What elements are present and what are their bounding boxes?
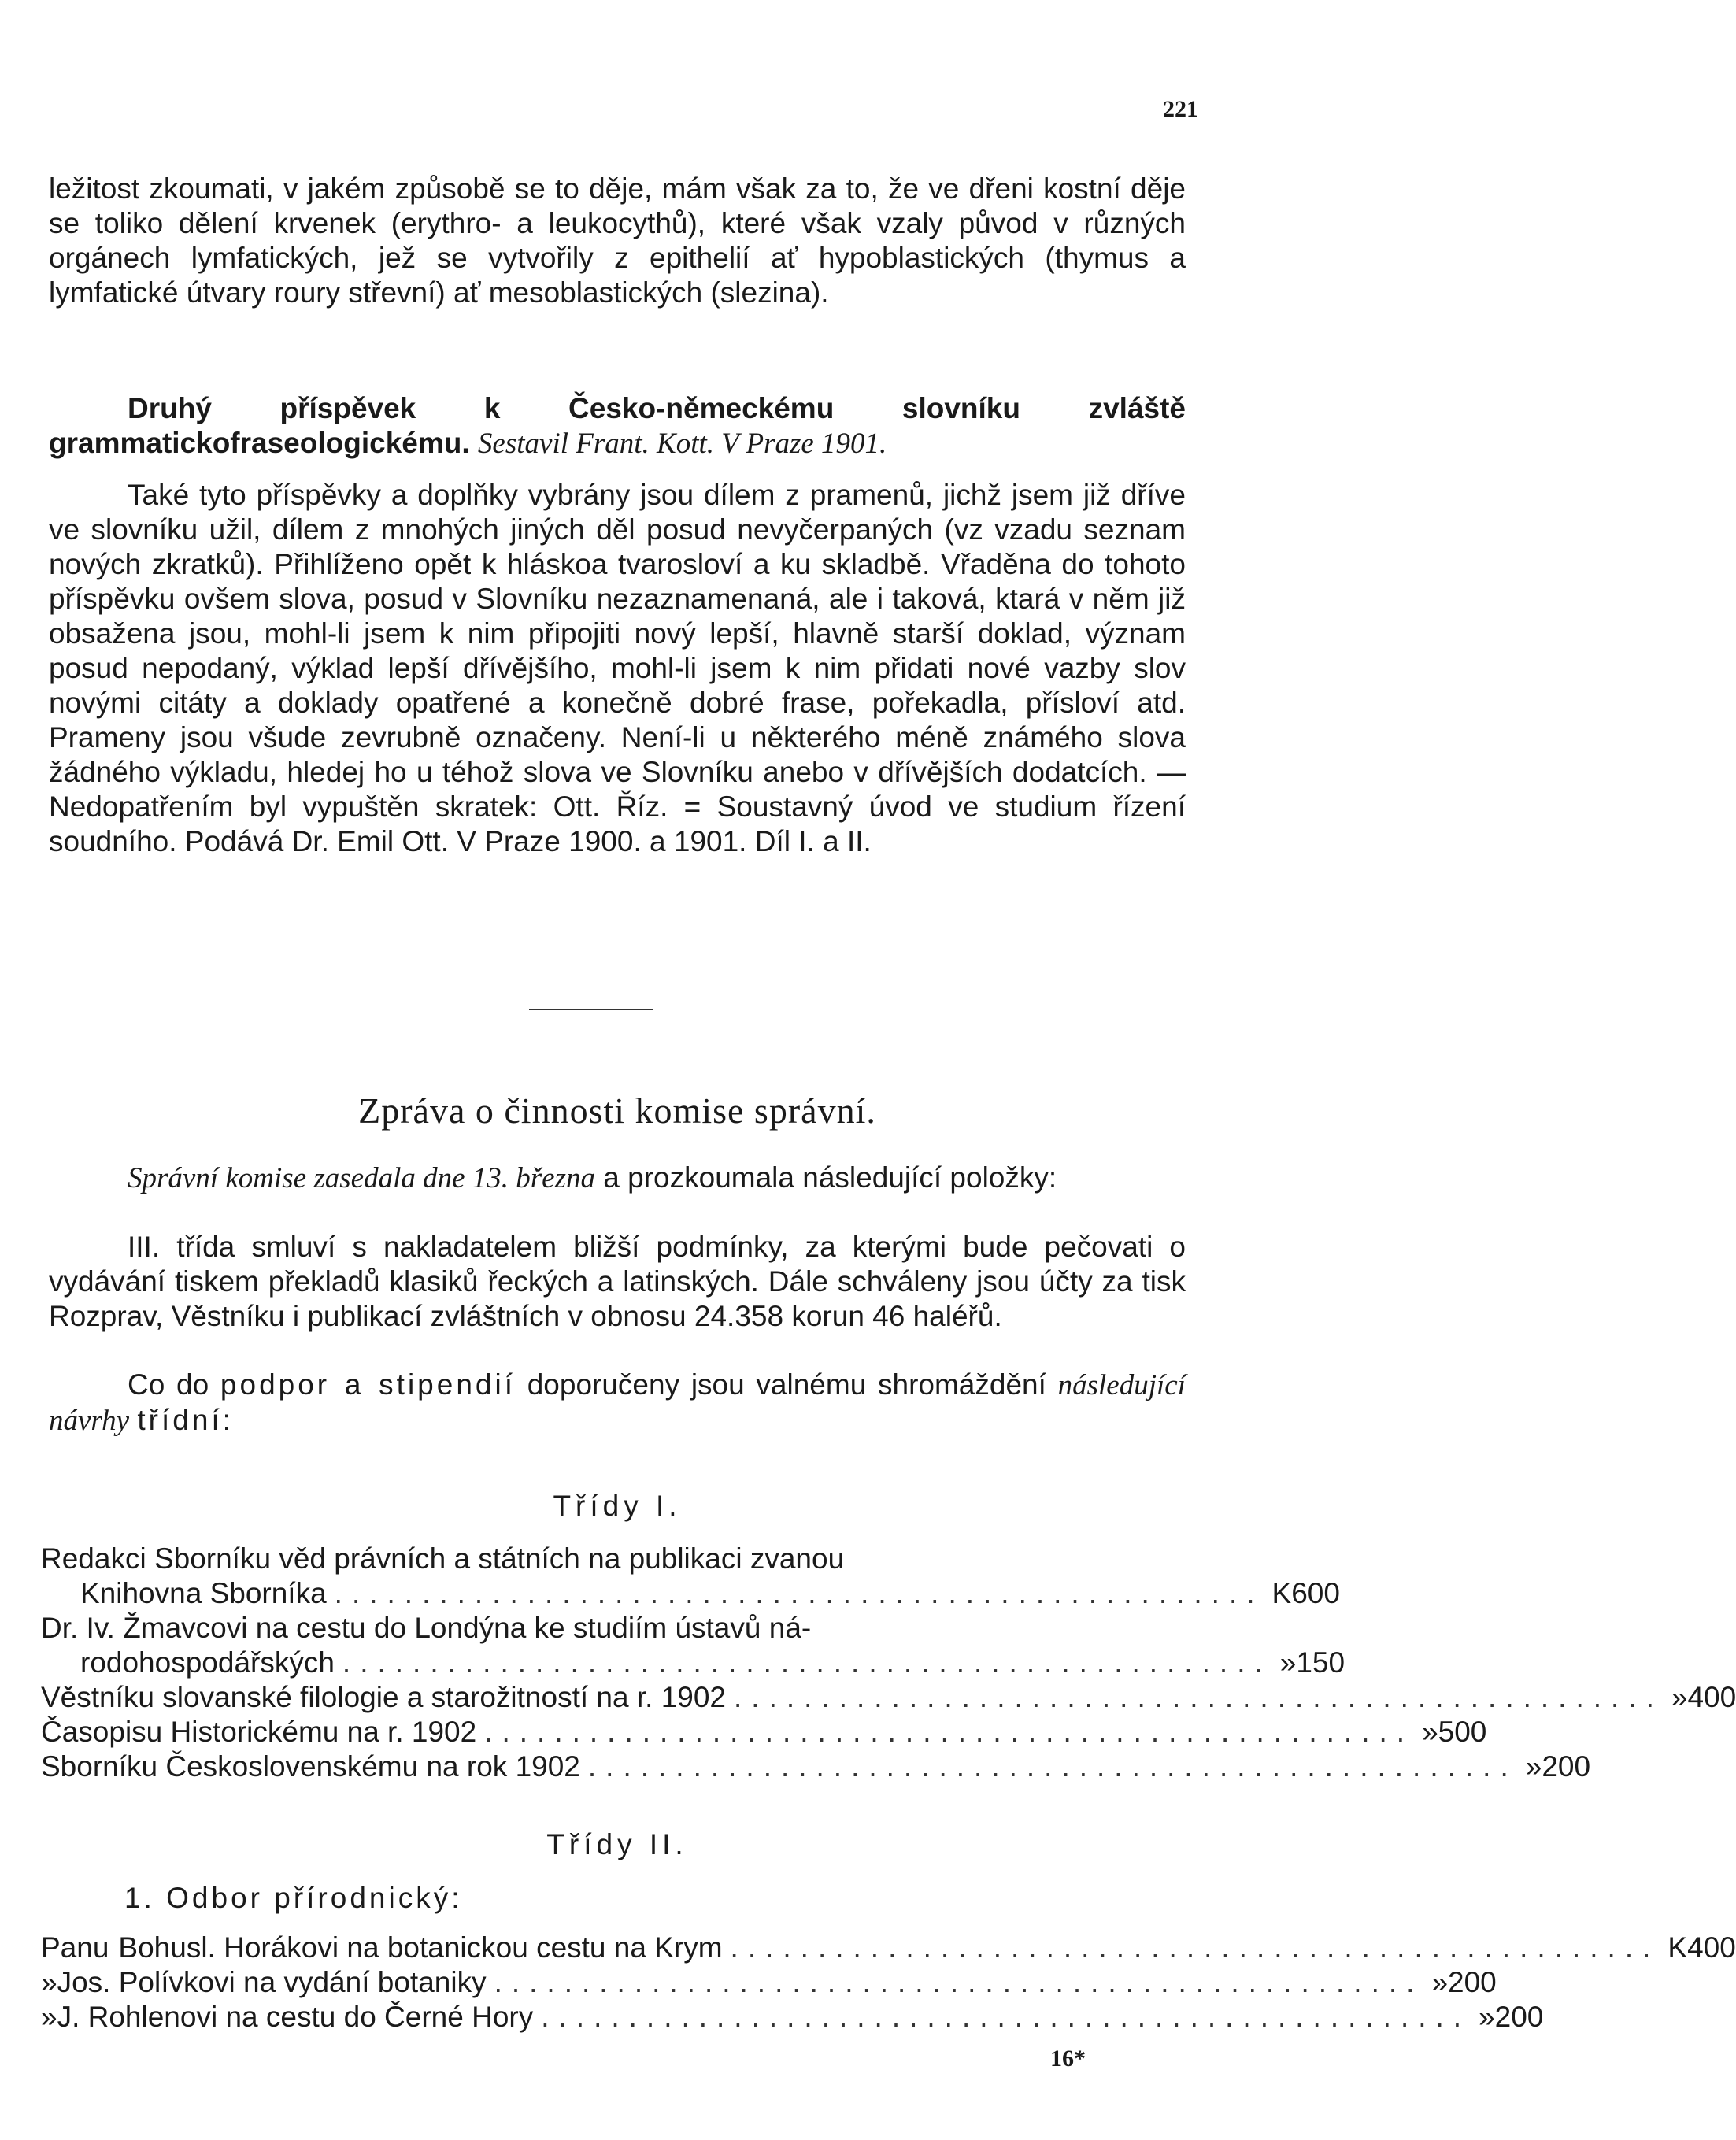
amount: 500 — [1438, 1716, 1487, 1748]
class-2-ledger — [41, 1931, 1736, 2034]
ditto-mark: » — [1671, 1681, 1688, 1713]
grants-paragraph — [49, 1368, 1186, 1438]
book-description — [49, 478, 1186, 859]
currency: K — [1668, 1931, 1688, 1964]
dot-leader: ..................................................... — [541, 2001, 1471, 2033]
opening-paragraph — [49, 172, 1186, 310]
entry-text: rodohospodářských — [80, 1646, 335, 1679]
class-1-ledger — [41, 1542, 1736, 1784]
amount: 400 — [1687, 1931, 1736, 1964]
book-author-note: Sestavil Frant. Kott. V Praze 1901. — [477, 428, 887, 460]
commission-paragraph — [49, 1230, 1186, 1334]
ledger-entry — [41, 1715, 1487, 1749]
paragraph-text: III. třída smluví s nakladatelem bližší podmínky, za kterými bude pečovati o vydávání tiskem překladů klasiků řeckých a latinských. Dále schváleny jsou účty za tisk Rozprav, Věstníku i publikací zvláštních v obnosu 24.358 korun 46 haléřů. — [49, 1231, 1186, 1332]
commission-intro — [49, 1161, 1186, 1196]
ditto-mark: » — [1479, 2001, 1495, 2033]
entry-text: J. Rohlenovi na cestu do Černé Hory — [57, 2001, 534, 2033]
entry-text: Jos. Polívkovi na vydání botaniky — [57, 1966, 487, 1998]
dot-leader: ..................................................... — [734, 1681, 1664, 1713]
ditto-mark: » — [41, 1966, 57, 1998]
ledger-entry — [41, 1965, 1497, 2000]
signature-mark: 16* — [1050, 2046, 1086, 2072]
dot-leader: ..................................................... — [494, 1966, 1424, 1998]
ledger-entry — [41, 1542, 1340, 1611]
entry-text: Bohusl. Horákovi na botanickou cestu na Krym — [118, 1931, 723, 1964]
text-fragment: doporučeny jsou valnému shromáždění — [527, 1368, 1046, 1401]
entry-prefix: Panu — [41, 1931, 109, 1964]
ledger-entry — [41, 1680, 1736, 1715]
italic-term: následující návrhy — [49, 1369, 1186, 1437]
section-divider — [529, 1009, 653, 1010]
dot-leader: ..................................................... — [587, 1750, 1518, 1783]
spaced-term: podpor a stipendií — [220, 1368, 516, 1401]
ditto-mark: » — [1525, 1750, 1542, 1783]
ledger-entry — [41, 1931, 1736, 1965]
ditto-mark: » — [1279, 1646, 1297, 1679]
section-heading: Zpráva o činnosti komise správní. — [358, 1090, 876, 1131]
ditto-mark: » — [41, 2001, 57, 2033]
currency: K — [1271, 1577, 1292, 1609]
page-number: 221 — [1163, 96, 1198, 122]
dot-leader: ..................................................... — [484, 1716, 1415, 1748]
ditto-mark: » — [1422, 1716, 1438, 1748]
amount: 200 — [1494, 2001, 1544, 2033]
spaced-term: třídní: — [137, 1404, 234, 1436]
ledger-entry — [41, 1749, 1591, 1784]
dot-leader: ..................................................... — [342, 1646, 1272, 1679]
amount: 200 — [1542, 1750, 1591, 1783]
ledger-entry — [41, 2000, 1544, 2034]
amount: 200 — [1448, 1966, 1497, 1998]
amount: 600 — [1291, 1577, 1340, 1609]
paragraph-text: Také tyto příspěvky a doplňky vybrány jsou dílem z pramenů, jichž jsem již dříve ve slovníku užil, dílem z mnohých jiných děl posud nevyčerpaných (vz vzadu seznam nových zkratků). Přihlíženo opět k hláskoa tvarosloví a ku skladbě. Vřaděna do tohoto příspěvku ovšem slova, posud v Slovníku nezaznamenaná, ale i taková, ktará v něm již obsažena jsou, mohl-li jsem k nim připojiti nový lepší, hlavně starší doklad, význam posud nepodaný, výklad lepší dřívějšího, mohl-li jsem k nim přidati nové vazby slov novými citáty a doklady opatřené a konečně dobré frase, pořekadla, přísloví atd. Prameny jsou všude zevrubně označeny. Není-li u některého méně známého slova žádného výkladu, hledej ho u téhož slova ve Slovníku anebo v dřívějších dodatcích. — Nedopatřením byl vypuštěn skratek: Ott. Říz. = Soustavný úvod ve studium řízení soudního. Podává Dr. Emil Ott. V Praze 1900. a 1901. Díl I. a II. — [49, 479, 1186, 857]
entry-text: Dr. Iv. Žmavcovi na cestu do Londýna ke studiím ústavů ná- — [41, 1612, 812, 1644]
entry-text: Časopisu Historickému na r. 1902 — [41, 1716, 477, 1748]
intro-rest: a prozkoumala následující položky: — [603, 1161, 1057, 1194]
dot-leader: ..................................................... — [334, 1577, 1264, 1609]
amount: 400 — [1687, 1681, 1736, 1713]
amount: 150 — [1296, 1646, 1345, 1679]
text-fragment: Co do — [128, 1368, 209, 1401]
book-title: Druhý příspěvek k Česko-německému slovníku zvláště grammatickofraseologickému. — [49, 392, 1186, 459]
dot-leader: ..................................................... — [730, 1931, 1660, 1964]
book-entry — [49, 391, 1186, 461]
class-2-heading: Třídy II. — [546, 1828, 688, 1860]
entry-text: Redakci Sborníku věd právních a státních na publikaci zvanou — [41, 1542, 845, 1575]
entry-text: Knihovna Sborníka — [80, 1577, 327, 1609]
paragraph-text: ležitost zkoumati, v jakém způsobě se to děje, mám však za to, že ve dřeni kostní děje se toliko dělení krvenek (erythro- a leukocythů), které však vzaly původ v různých orgánech lymfatických, jež se vytvořily z epithelií ať hypoblastických (thymus a lymfatické útvary roury střevní) ať mesoblastických (slezina). — [49, 172, 1186, 309]
entry-text: Sborníku Československému na rok 1902 — [41, 1750, 580, 1783]
department-heading: 1. Odbor přírodnický: — [124, 1882, 463, 1914]
entry-text: Věstníku slovanské filologie a starožitností na r. 1902 — [41, 1681, 727, 1713]
session-date: Správní komise zasedala dne 13. března — [128, 1162, 595, 1194]
class-1-heading: Třídy I. — [553, 1490, 682, 1522]
ledger-entry — [41, 1611, 1345, 1680]
ditto-mark: » — [1431, 1966, 1449, 1998]
